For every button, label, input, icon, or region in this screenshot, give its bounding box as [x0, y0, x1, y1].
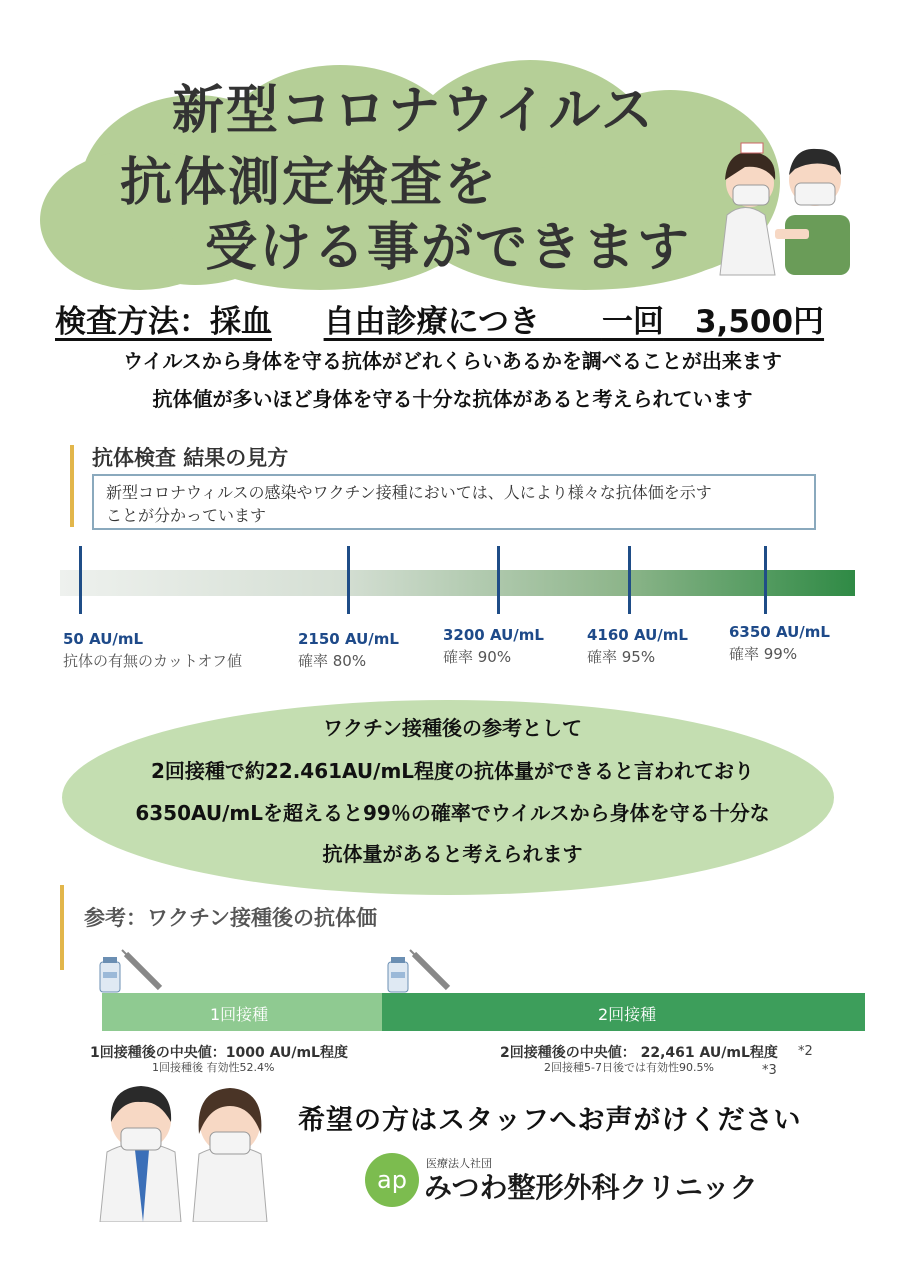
reference-line1: ワクチン接種後の参考として	[323, 716, 582, 740]
svg-text:ap: ap	[377, 1166, 407, 1194]
page-title-line2: 抗体測定検査を	[120, 153, 499, 213]
reference-line4: 抗体量があると考えられます	[322, 842, 583, 866]
vaccine-accent-bar	[60, 885, 64, 970]
dose1-median: 1回接種後の中央値：1000 AU/mL程度	[90, 1045, 348, 1061]
clinic-subtitle: 医療法人社団	[426, 1157, 492, 1170]
scale-tick-50	[79, 546, 82, 614]
test-method-price	[55, 296, 850, 341]
results-note-box	[92, 474, 816, 530]
level-value-50: 50 AU/mL	[63, 630, 144, 648]
scale-tick-2150	[347, 546, 350, 614]
price-value: 3,500円	[694, 304, 825, 340]
results-title: 抗体検査 結果の見方	[92, 446, 289, 470]
dose2-efficacy: 2回接種5-7日後では有効性90.5%	[544, 1061, 714, 1074]
nurse-patient-illustration	[715, 135, 855, 280]
test-method: 検査方法：採血	[55, 304, 272, 340]
dose2-footnote: *2	[798, 1044, 813, 1059]
dose2-median: 2回接種後の中央値： 22,461 AU/mL程度	[500, 1045, 778, 1061]
results-note-line1: 新型コロナウィルスの感染やワクチン接種においては、人により様々な抗体価を示す	[106, 483, 712, 502]
clinic-logo-icon	[364, 1152, 420, 1208]
page-title-line3: 受ける事ができます	[205, 218, 692, 278]
level-value-3200: 3200 AU/mL	[443, 626, 544, 644]
dose1-label: 1回接種	[210, 1005, 269, 1024]
bowing-staff-illustration	[95, 1072, 280, 1222]
reference-line3: 6350AU/mLを超えると99％の確率でウイルスから身体を守る十分な	[135, 801, 770, 825]
contact-message: 希望の方はスタッフへお声がけください	[298, 1105, 802, 1136]
level-note-4160: 確率 95%	[587, 648, 656, 666]
section-accent-bar	[70, 445, 74, 527]
scale-tick-4160	[628, 546, 631, 614]
dose2-label: 2回接種	[598, 1005, 657, 1024]
scale-tick-6350	[764, 546, 767, 614]
level-note-50: 抗体の有無のカットオフ値	[63, 652, 242, 670]
description-line2: 抗体値が多いほど身体を守る十分な抗体があると考えられています	[152, 387, 753, 411]
description-line1: ウイルスから身体を守る抗体がどれくらいあるかを調べることが出来ます	[123, 349, 782, 373]
level-value-4160: 4160 AU/mL	[587, 626, 688, 644]
count-label: 一回	[601, 304, 664, 340]
results-note-line2: ことが分かっています	[106, 506, 267, 525]
dose2-efficacy-footnote: *3	[762, 1063, 777, 1078]
level-value-2150: 2150 AU/mL	[298, 630, 399, 648]
vaccine-vial-syringe-icon-2	[384, 948, 456, 994]
antibody-scale-bar	[60, 570, 855, 596]
scale-tick-3200	[497, 546, 500, 614]
clinic-name: みつわ整形外科クリニック	[424, 1171, 758, 1204]
payment-type: 自由診療につき	[323, 304, 540, 340]
vaccine-vial-syringe-icon	[96, 948, 168, 994]
dose1-efficacy: 1回接種後 有効性52.4%	[152, 1061, 275, 1074]
level-note-6350: 確率 99%	[729, 645, 798, 663]
level-note-3200: 確率 90%	[443, 648, 512, 666]
reference-line2: 2回接種で約22.461AU/mL程度の抗体量ができると言われており	[150, 759, 755, 783]
vaccine-title: 参考：ワクチン接種後の抗体価	[84, 906, 377, 930]
level-value-6350: 6350 AU/mL	[729, 623, 830, 641]
level-note-2150: 確率 80%	[298, 652, 367, 670]
page-title-line1: 新型コロナウイルス	[172, 81, 655, 141]
